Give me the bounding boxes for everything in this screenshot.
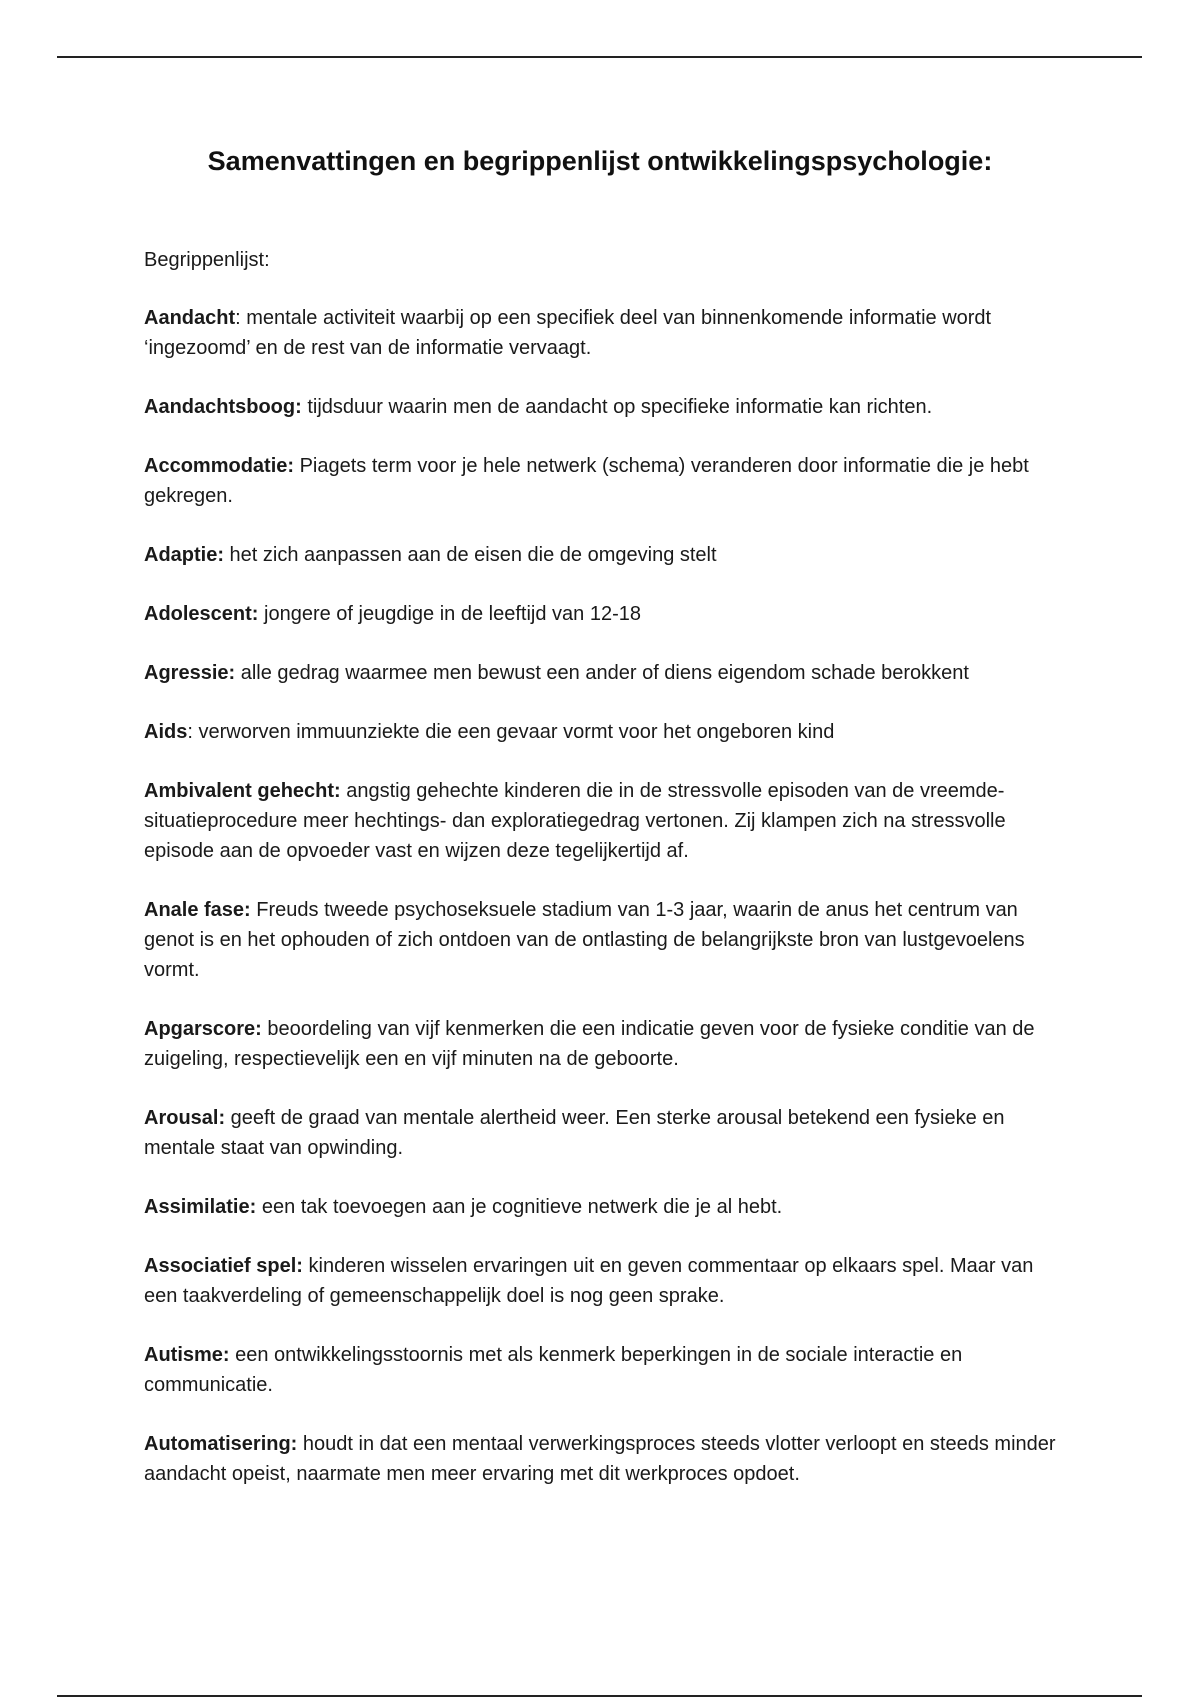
term-separator: : xyxy=(235,307,241,329)
term-entry xyxy=(144,451,1064,511)
term-entry xyxy=(144,1014,1064,1074)
term: Anale fase: xyxy=(144,899,251,921)
term-entry xyxy=(144,392,1064,422)
section-label: Begrippenlijst: xyxy=(144,249,270,271)
term: Automatisering: xyxy=(144,1433,298,1455)
term: Agressie: xyxy=(144,662,236,684)
definition: beoordeling van vijf kenmerken die een indicatie geven voor de fysieke conditie van de zuigeling, respectievelijk een en vijf minuten na de geboorte. xyxy=(144,1018,1035,1070)
term-entry xyxy=(144,540,1064,570)
definition: een ontwikkelingsstoornis met als kenmerk beperkingen in de sociale interactie en communicatie. xyxy=(144,1344,963,1396)
term-separator: : xyxy=(187,721,193,743)
term: Aandacht xyxy=(144,307,236,329)
definition: mentale activiteit waarbij op een specifiek deel van binnenkomende informatie wordt ‘ingezoomd’ en de rest van de informatie vervaagt. xyxy=(144,307,992,359)
document-body xyxy=(144,245,1064,1518)
term: Adolescent: xyxy=(144,603,259,625)
term: Ambivalent gehecht: xyxy=(144,780,341,802)
term-entry xyxy=(144,1429,1064,1489)
term-entry xyxy=(144,1340,1064,1400)
term-entry xyxy=(144,1192,1064,1222)
definition: kinderen wisselen ervaringen uit en geven commentaar op elkaars spel. Maar van een taakverdeling of gemeenschappelijk doel is nog geen sprake. xyxy=(144,1255,1034,1307)
definition: houdt in dat een mentaal verwerkingsproces steeds vlotter verloopt en steeds minder aandacht opeist, naarmate men meer ervaring met dit werkproces opdoet. xyxy=(144,1433,1056,1485)
definition: Piagets term voor je hele netwerk (schema) veranderen door informatie die je hebt gekregen. xyxy=(144,455,1029,507)
definition: jongere of jeugdige in de leeftijd van 12-18 xyxy=(258,603,641,625)
term-entry xyxy=(144,1251,1064,1311)
page-title: Samenvattingen en begrippenlijst ontwikkelingspsychologie: xyxy=(207,146,993,176)
definition: alle gedrag waarmee men bewust een ander of diens eigendom schade berokkent xyxy=(235,662,969,684)
definition: het zich aanpassen aan de eisen die de omgeving stelt xyxy=(224,544,717,566)
definition: een tak toevoegen aan je cognitieve netwerk die je al hebt. xyxy=(256,1196,783,1218)
header-rule xyxy=(57,56,1142,58)
term-entry xyxy=(144,776,1064,866)
term: Apgarscore: xyxy=(144,1018,262,1040)
definition: Freuds tweede psychoseksuele stadium van 1-3 jaar, waarin de anus het centrum van genot is en het ophouden of zich ontdoen van de ontlasting de belangrijkste bron van lustgevoelens vormt. xyxy=(144,899,1025,981)
definition: verworven immuunziekte die een gevaar vormt voor het ongeboren kind xyxy=(192,721,835,743)
footer-rule xyxy=(57,1695,1142,1697)
term: Accommodatie: xyxy=(144,455,295,477)
term: Assimilatie: xyxy=(144,1196,257,1218)
term-entry xyxy=(144,1103,1064,1163)
definition: angstig gehechte kinderen die in de stressvolle episoden van de vreemde-situatieprocedure meer hechtings- dan exploratiegedrag vertonen. Zij klampen zich na stressvolle episode aan de opvoeder vast en wijzen deze tegelijkertijd af. xyxy=(144,780,1006,862)
term-entry xyxy=(144,717,1064,747)
term: Adaptie: xyxy=(144,544,224,566)
definition: tijdsduur waarin men de aandacht op specifieke informatie kan richten. xyxy=(301,396,933,418)
definition: geeft de graad van mentale alertheid weer. Een sterke arousal betekend een fysieke en mentale staat van opwinding. xyxy=(144,1107,1005,1159)
term-entry xyxy=(144,303,1064,363)
term: Autisme: xyxy=(144,1344,230,1366)
term: Associatief spel: xyxy=(144,1255,303,1277)
term-entry xyxy=(144,895,1064,985)
term: Arousal: xyxy=(144,1107,226,1129)
term: Aandachtsboog: xyxy=(144,396,302,418)
term-entry xyxy=(144,658,1064,688)
term: Aids xyxy=(144,721,188,743)
term-entry xyxy=(144,599,1064,629)
